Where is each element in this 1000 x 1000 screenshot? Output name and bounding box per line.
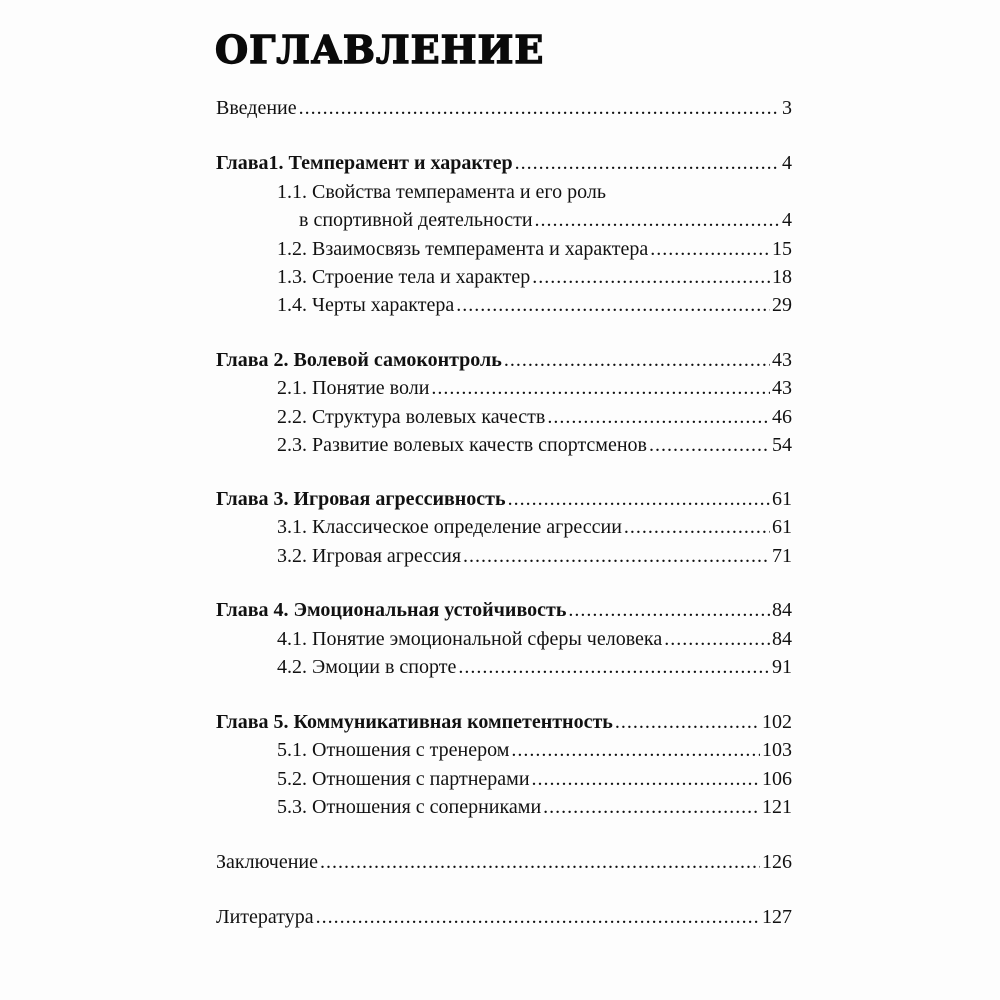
toc-entry-page: 4 [782, 209, 792, 231]
toc-entry-page: 71 [772, 545, 792, 567]
toc-section-2-1 [277, 375, 792, 401]
toc-chapter-4 [216, 597, 792, 623]
toc-entry-label: 4.1. Понятие эмоциональной сферы человека [277, 628, 663, 650]
toc-section-3-2 [277, 543, 792, 569]
toc-section-4-2 [277, 654, 792, 680]
toc-entry-label: 5.3. Отношения с соперниками [277, 796, 542, 818]
toc-section-5-3 [277, 794, 792, 820]
toc-section-5-2 [277, 766, 792, 792]
toc-entry-label: Глава1. Темперамент и характер [216, 152, 513, 174]
page-title: ОГЛАВЛЕНИЕ [215, 27, 545, 72]
toc-entry-label: 1.3. Строение тела и характер [277, 266, 531, 288]
dot-leader [456, 292, 770, 318]
toc-entry-label: Глава 5. Коммуникативная компетентность [216, 711, 613, 733]
dot-leader [568, 597, 770, 623]
toc-chapter-5 [216, 709, 792, 735]
dot-leader [547, 404, 770, 430]
toc-section-5-1 [277, 737, 792, 763]
dot-leader [624, 514, 770, 540]
toc-section-1-1 [299, 207, 792, 233]
toc-chapter-1 [216, 150, 792, 176]
dot-leader [511, 737, 760, 763]
toc-entry-label: Литература [216, 906, 314, 928]
toc-entry-page: 43 [772, 377, 792, 399]
dot-leader [650, 236, 770, 262]
toc-entry-label: в спортивной деятельности [299, 209, 533, 231]
toc-entry-label: 5.1. Отношения с тренером [277, 739, 510, 761]
toc-section-4-1 [277, 626, 792, 652]
dot-leader [320, 849, 760, 875]
toc-entry-conclusion [216, 849, 792, 875]
toc-section-3-1 [277, 514, 792, 540]
toc-entry-page: 103 [762, 739, 792, 761]
toc-entry-page: 121 [762, 796, 792, 818]
dot-leader [532, 766, 760, 792]
toc-entry-label: 2.3. Развитие волевых качеств спортсменов [277, 434, 647, 456]
toc-entry-label: 3.2. Игровая агрессия [277, 545, 462, 567]
toc-entry-label: 1.2. Взаимосвязь темперамента и характера [277, 238, 649, 260]
dot-leader [463, 543, 770, 569]
dot-leader [664, 626, 770, 652]
toc-entry-label: 5.2. Отношения с партнерами [277, 768, 530, 790]
toc-entry-label: Заключение [216, 851, 318, 873]
toc-section-1-2 [277, 236, 792, 262]
toc-entry-label: 3.1. Классическое определение агрессии [277, 516, 622, 538]
dot-leader [458, 654, 770, 680]
toc-section-2-2 [277, 404, 792, 430]
toc-entry-literature [216, 904, 792, 930]
toc-section-1-1-line1: 1.1. Свойства темперамента и его роль [277, 181, 606, 203]
dot-leader [504, 347, 770, 373]
toc-entry-label: 4.2. Эмоции в спорте [277, 656, 457, 678]
toc-entry-page: 84 [772, 628, 792, 650]
toc-entry-page: 61 [772, 516, 792, 538]
toc-entry-label: 2.1. Понятие воли [277, 377, 430, 399]
toc-chapter-3 [216, 486, 792, 512]
toc-entry-page: 29 [772, 294, 792, 316]
toc-section-2-3 [277, 432, 792, 458]
toc-entry-intro [216, 95, 792, 121]
toc-entry-page: 126 [762, 851, 792, 873]
dot-leader [543, 794, 760, 820]
toc-entry-page: 15 [772, 238, 792, 260]
toc-entry-label: Глава 4. Эмоциональная устойчивость [216, 599, 567, 621]
toc-entry-page: 106 [762, 768, 792, 790]
toc-entry-page: 54 [772, 434, 792, 456]
toc-entry-label: 2.2. Структура волевых качеств [277, 406, 546, 428]
toc-entry-page: 91 [772, 656, 792, 678]
dot-leader [535, 207, 780, 233]
dot-leader [431, 375, 770, 401]
dot-leader [299, 95, 780, 121]
toc-entry-label: Глава 3. Игровая агрессивность [216, 488, 506, 510]
toc-section-1-4 [277, 292, 792, 318]
dot-leader [649, 432, 770, 458]
toc-chapter-2 [216, 347, 792, 373]
dot-leader [515, 150, 780, 176]
toc-entry-page: 127 [762, 906, 792, 928]
toc-entry-label: Введение [216, 97, 297, 119]
toc-section-1-3 [277, 264, 792, 290]
toc-entry-page: 4 [782, 152, 792, 174]
toc-entry-page: 3 [782, 97, 792, 119]
dot-leader [532, 264, 770, 290]
toc-entry-page: 46 [772, 406, 792, 428]
toc-entry-page: 61 [772, 488, 792, 510]
toc-entry-label: 1.4. Черты характера [277, 294, 455, 316]
dot-leader [316, 904, 760, 930]
dot-leader [508, 486, 770, 512]
toc-entry-page: 43 [772, 349, 792, 371]
toc-entry-page: 84 [772, 599, 792, 621]
dot-leader [615, 709, 760, 735]
toc-entry-label: Глава 2. Волевой самоконтроль [216, 349, 502, 371]
toc-entry-page: 18 [772, 266, 792, 288]
toc-entry-page: 102 [762, 711, 792, 733]
